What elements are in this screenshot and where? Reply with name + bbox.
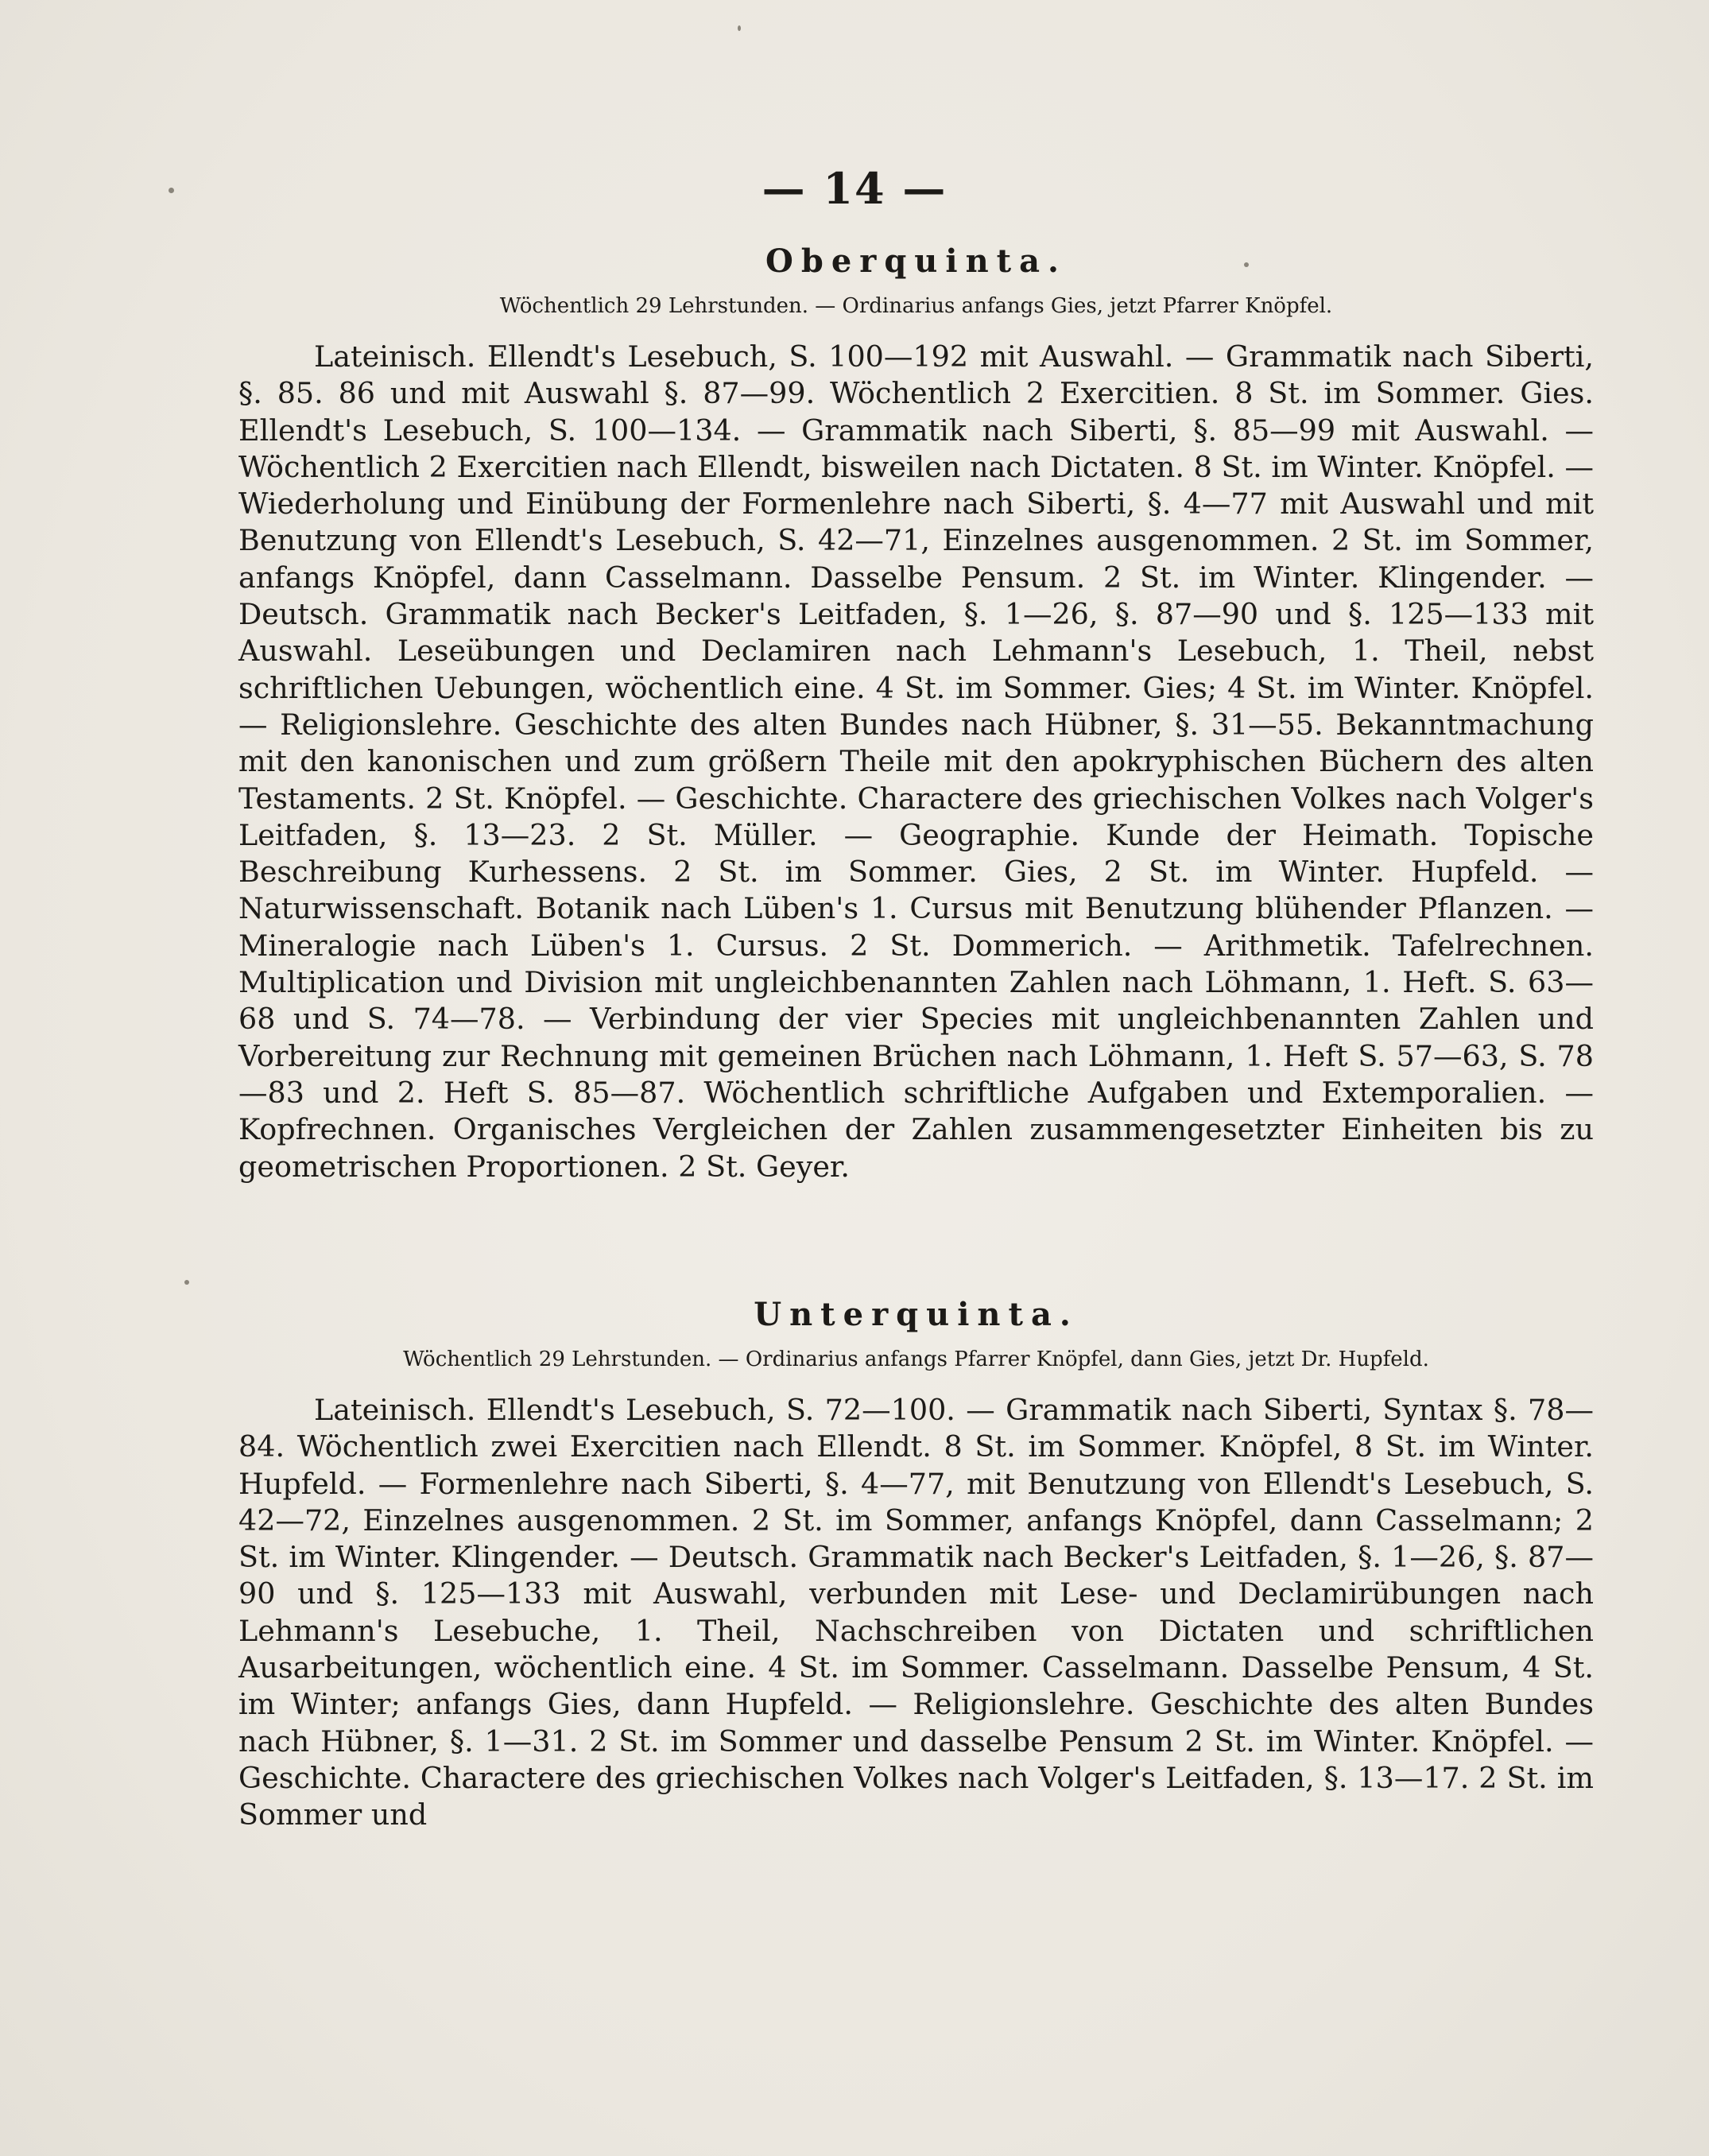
body-paragraph: Lateinisch. Ellendt's Lesebuch, S. 72—100. — Grammatik nach Siberti, Syntax §. 78—84. Wöchentlich zwei Exercitien nach Ellendt. 8 St. im Sommer. Knöpfel, 8 St. im Winter. Hupfeld. — Formenlehre nach Siberti, §. 4—77, mit Benutzung von Ellendt's Lesebuch, S. 42—72, Einzelnes ausgenommen. 2 St. im Sommer, anfangs Knöpfel, dann Casselmann; 2 St. im Winter. Klingender. — Deutsch. Grammatik nach Becker's Leitfaden, §. 1—26, §. 87—90 und §. 125—133 mit Auswahl, verbunden mit Lese- und Declamirübungen nach Lehmann's Lesebuche, 1. Theil, Nachschreiben von Dictaten und schriftlichen Ausarbeitungen, wöchentlich eine. 4 St. im Sommer. Casselmann. Dasselbe Pensum, 4 St. im Winter; anfangs Gies, dann Hupfeld. — Religionslehre. Geschichte des alten Bundes nach Hübner, §. 1—31. 2 St. im Sommer und dasselbe Pensum 2 St. im Winter. Knöpfel. — Geschichte. Charactere des griechischen Volkes nach Volger's Leitfaden, §. 13—17. 2 St. im Sommer und [238,1393,1594,1832]
paper-speck [738,25,741,31]
paper-speck [184,1280,189,1285]
paper-speck [1244,262,1249,267]
section-title: Unterquinta. [754,1296,1079,1333]
section-oberquinta [238,242,1594,1185]
section-body-text [238,339,1594,1185]
body-paragraph: Lateinisch. Ellendt's Lesebuch, S. 100—192 mit Auswahl. — Grammatik nach Siberti, §. 85. 86 und mit Auswahl §. 87—99. Wöchentlich 2 Exercitien. 8 St. im Sommer. Gies. Ellendt's Lesebuch, S. 100—134. — Grammatik nach Siberti, §. 85—99 mit Auswahl. — Wöchentlich 2 Exercitien nach Ellendt, bisweilen nach Dictaten. 8 St. im Winter. Knöpfel. — Wiederholung und Einübung der Formenlehre nach Siberti, §. 4—77 mit Auswahl und mit Benutzung von Ellendt's Lesebuch, S. 42—71, Einzelnes ausgenommen. 2 St. im Sommer, anfangs Knöpfel, dann Casselmann. Dasselbe Pensum. 2 St. im Winter. Klingender. — Deutsch. Grammatik nach Becker's Leitfaden, §. 1—26, §. 87—90 und §. 125—133 mit Auswahl. Leseübungen und Declamiren nach Lehmann's Lesebuch, 1. Theil, nebst schriftlichen Uebungen, wöchentlich eine. 4 St. im Sommer. Gies; 4 St. im Winter. Knöpfel. — Religionslehre. Geschichte des alten Bundes nach Hübner, §. 31—55. Bekanntmachung mit den kanonischen und zum größern Theile mit den apokryphischen Büchern des alten Testaments. 2 St. Knöpfel. — Geschichte. Charactere des griechischen Volkes nach Volger's Leitfaden, §. 13—23. 2 St. Müller. — Geographie. Kunde der Heimath. Topische Beschreibung Kurhessens. 2 St. im Sommer. Gies, 2 St. im Winter. Hupfeld. — Naturwissenschaft. Botanik nach Lüben's 1. Cursus mit Benutzung blühender Pflanzen. — Mineralogie nach Lüben's 1. Cursus. 2 St. Dommerich. — Arithmetik. Tafelrechnen. Multiplication und Division mit ungleichbenannten Zahlen nach Löhmann, 1. Heft. S. 63—68 und S. 74—78. — Verbindung der vier Species mit ungleichbenannten Zahlen und Vorbereitung zur Rechnung mit gemeinen Brüchen nach Löhmann, 1. Heft S. 57—63, S. 78—83 und 2. Heft S. 85—87. Wöchentlich schriftliche Aufgaben und Extemporalien. — Kopfrechnen. Organisches Vergleichen der Zahlen zusammengesetzter Einheiten bis zu geometrischen Proportionen. 2 St. Geyer. [238,339,1594,1184]
page-number: — 14 — [761,163,948,214]
paper-speck [169,188,174,193]
section-unterquinta [238,1296,1594,1834]
section-body-text [238,1392,1594,1834]
section-title: Oberquinta. [765,242,1067,280]
section-subtitle: Wöchentlich 29 Lehrstunden. — Ordinarius anfangs Gies, jetzt Pfarrer Knöpfel. [499,294,1333,318]
section-subtitle: Wöchentlich 29 Lehrstunden. — Ordinarius anfangs Pfarrer Knöpfel, dann Gies, jetzt Dr. Hupfeld. [403,1348,1429,1371]
